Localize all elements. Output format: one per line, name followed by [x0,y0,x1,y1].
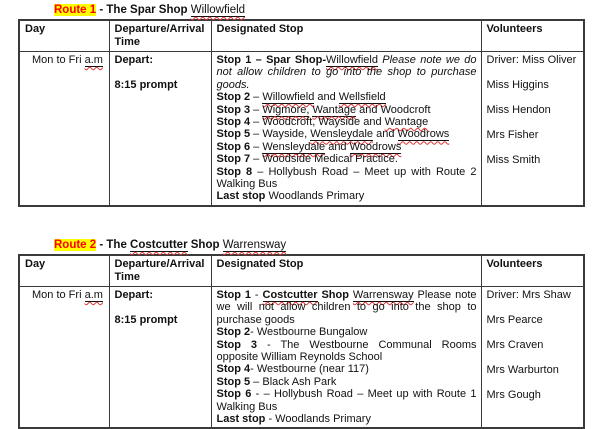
text-segment: a.m [84,54,103,66]
text-segment: Woodrows [349,140,402,153]
volunteer-name: Miss Higgins [486,79,549,91]
route-2-title [54,235,600,252]
stop-line [217,166,477,191]
text-segment: Stop 4 [216,116,251,129]
stop-line [217,190,477,202]
text-segment: Last stop [216,190,266,203]
text-segment: Wantage [384,116,429,129]
text-segment: and Woodcroft [356,103,431,116]
text-segment: Wigmore, [262,103,310,116]
time-line: 8:15 prompt [114,313,178,326]
text-segment: – [250,140,263,153]
col-header-volunteers: Volunteers [481,255,584,287]
text-segment: and [325,140,350,153]
stop-line [217,289,477,326]
text-segment: Wensleydale [310,128,374,141]
volunteer-name: Mrs Gough [486,388,541,401]
stop-line [217,339,477,364]
text-segment: Willowfield [190,4,246,16]
text-segment: Costcutter [130,238,188,251]
col-header-designated-stop: Designated Stop [211,20,481,52]
text-segment: - The Westbourne Communal Rooms opposite William Reynolds School [216,338,477,363]
text-segment: - [250,288,263,301]
route-1-header-row [19,20,584,52]
route-1-title [54,0,600,17]
text-segment: Stop 4 [216,363,251,376]
text-segment: Stop 1 – Spar Shop- [216,54,326,66]
text-segment: Woodrows [397,128,450,141]
text-segment: Willowfield [262,91,315,104]
text-segment: – Woodcroft, Wayside and [250,116,385,129]
text-segment: Shop [317,288,353,301]
text-segment: Costcutter [262,288,318,301]
text-segment: Stop 2 [216,91,251,104]
text-segment: Stop 3 [216,103,251,116]
text-segment: Woodlands Primary [265,190,365,203]
text-segment: Route 1 [54,4,97,16]
stop-line [217,128,477,140]
col-header-designated-stop: Designated Stop [211,255,481,287]
volunteer-name: Miss Smith [486,154,541,166]
route-2-table [18,254,585,429]
volunteer-name: Mrs Craven [486,338,544,351]
text-segment: – [250,91,263,104]
col-header-time: Departure/Arrival Time [109,20,211,52]
stop-line [217,141,477,153]
stop-line [217,91,477,103]
route-2-time-cell [109,286,211,428]
text-segment: - – Hollybush Road – Meet up with Route 1 Walking Bus [216,388,477,413]
volunteer-name: Driver: Miss Oliver [486,54,577,66]
text-segment: Stop 5 [216,375,251,388]
volunteer-name: Driver: Mrs Shaw [486,288,571,301]
text-segment: – Hollybush Road – Meet up with Route 2 Walking Bus [216,165,477,191]
volunteer-name: Mrs Warburton [486,363,559,376]
text-segment: Stop 8 [216,165,253,178]
text-segment: Stop 5 [216,128,251,141]
volunteer-name: Miss Hendon [486,104,551,116]
text-segment: Mon to Fri [32,288,85,301]
route-1-stops-cell [211,52,481,206]
route-2-stops-cell [211,286,481,428]
text-segment: – [250,103,263,116]
text-segment: - Woodlands Primary [265,412,371,425]
text-segment: Please note we will not allow children to go into the shop to purchase goods [216,288,477,326]
stop-line [217,116,477,128]
text-segment: Stop 7 [216,153,251,166]
stop-line [217,388,477,413]
volunteer-name: Mrs Pearce [486,313,543,326]
route-1-data-row [19,52,584,206]
text-segment: - Westbourne Bungalow [250,326,368,339]
stop-line [217,153,477,165]
route-1-time-cell [109,52,211,206]
volunteer-name: Mrs Fisher [486,129,539,141]
text-segment: Wellsfield [338,91,386,104]
stop-line [217,54,477,91]
text-segment: Wantage [312,103,357,116]
text-segment: and [314,91,339,104]
route-1-table [18,19,585,207]
stop-line [217,326,477,338]
stop-line [217,104,477,116]
text-segment: Mon to Fri [32,54,85,66]
text-segment: Wensleydale [262,140,326,153]
text-segment: - The [96,238,131,251]
col-header-day: Day [19,20,109,52]
route-2-data-row [19,286,584,428]
text-segment: and [373,128,398,141]
stop-line [217,363,477,375]
text-segment: – Woodside Medical Practice. [250,153,398,166]
text-segment: Last stop [216,412,266,425]
time-line: Depart: [114,288,154,301]
col-header-time: Departure/Arrival Time [109,255,211,287]
text-segment: Warrensway [222,238,287,251]
stop-line [217,413,477,425]
text-segment: Stop 6 [216,388,252,401]
route-1-day-cell [19,52,109,206]
time-line: Depart: [114,54,154,66]
route-2-volunteers-cell [481,286,584,428]
route-2-header-row [19,255,584,287]
text-segment: Stop 2 [216,326,251,339]
col-header-day: Day [19,255,109,287]
text-segment: Stop 6 [216,140,251,153]
route-1-volunteers-cell [481,52,584,206]
text-segment: Stop 3 [216,338,258,351]
text-segment: Please note we do not allow children to go into the shop to purchase goods. [216,54,477,91]
text-segment: Willowfield [325,54,378,66]
text-segment: - Westbourne (near 117) [250,363,369,376]
text-segment: Warrensway [352,288,414,301]
text-segment: – Black Ash Park [250,375,337,388]
text-segment: Shop [187,238,223,251]
text-segment: – Wayside, [250,128,311,141]
text-segment: - The Spar Shop [96,4,191,16]
stop-line [217,376,477,388]
text-segment: a.m [84,288,103,301]
text-segment: Route 2 [54,238,97,251]
route-2-day-cell [19,286,109,428]
col-header-volunteers: Volunteers [481,20,584,52]
time-line: 8:15 prompt [114,79,178,91]
text-segment: Stop 1 [216,288,251,301]
